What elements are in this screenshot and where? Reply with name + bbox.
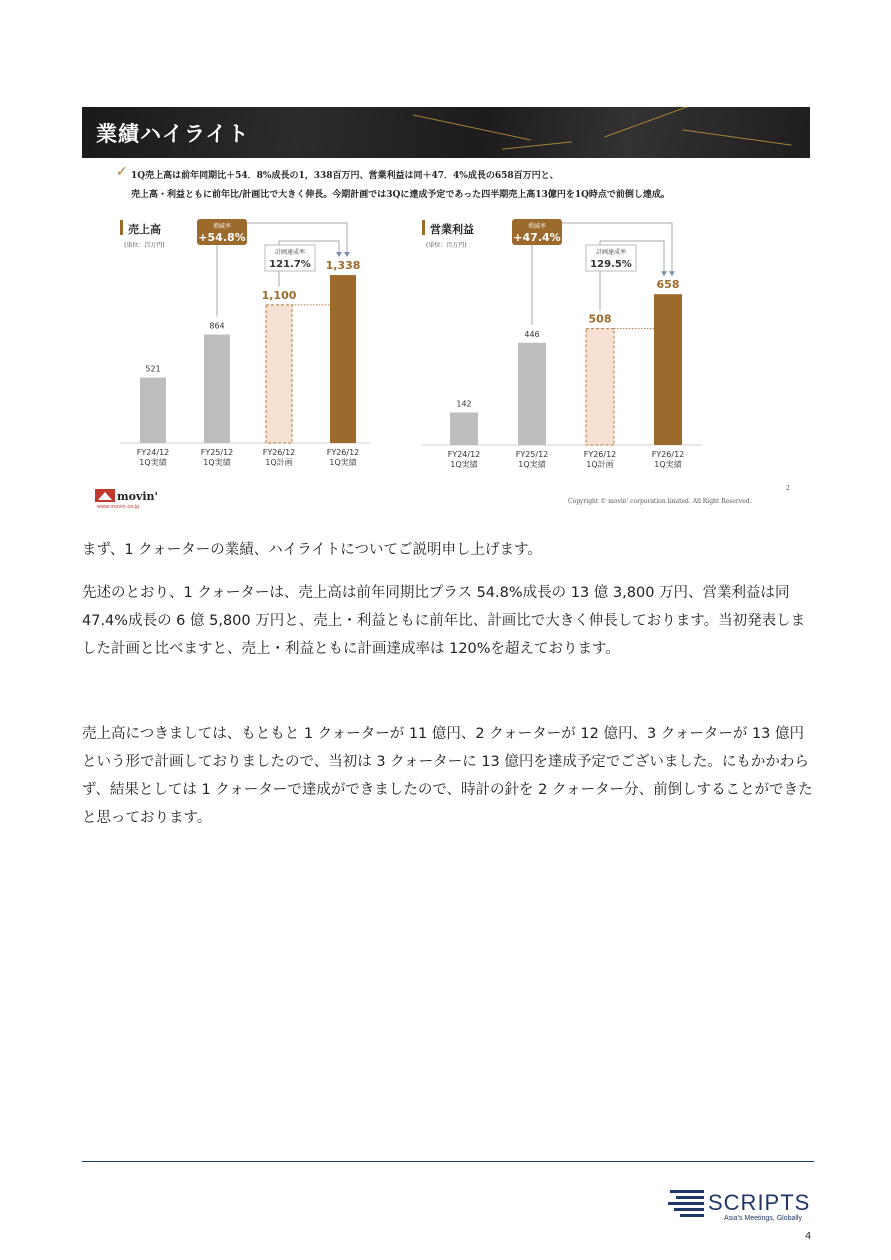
check-icon: ✓ bbox=[116, 164, 128, 180]
category-label: FY26/12 bbox=[583, 450, 617, 459]
bar-2 bbox=[518, 343, 546, 445]
category-label: 1Q実績 bbox=[203, 458, 231, 467]
chart-unit: (単位：百万円) bbox=[426, 242, 467, 249]
chart-unit: (単位：百万円) bbox=[124, 242, 165, 249]
category-label: 1Q実績 bbox=[139, 458, 167, 467]
bar-1 bbox=[450, 412, 478, 445]
arrow-icon bbox=[661, 271, 667, 276]
paragraph-3: 売上高につきましては、もともと 1 クォーターが 11 億円、2 クォーターが 12 億円、3 クォーターが 13 億円という形で計画しておりましたので、当初は 3 クォーターに 13 億円を達成予定でございました。にもかかわらず、結果としては 1 クォーターで達成ができましたので、時計の針を 2 クォーター分、前倒しすることができたと思っております。 bbox=[82, 726, 813, 826]
logo-text: movin' bbox=[117, 490, 158, 503]
bar-3 bbox=[586, 329, 614, 445]
achievement-label: 計画達成率 bbox=[274, 249, 306, 256]
highlight-line-2: 売上高・利益ともに前年比/計画比で大きく伸長。今期計画では3Qに達成予定であった四半期売上高13億円を1Q時点で前倒し達成。 bbox=[131, 190, 670, 200]
achievement-value: 129.5% bbox=[590, 259, 632, 270]
movin-logo bbox=[95, 487, 185, 509]
slide-image bbox=[82, 107, 810, 512]
category-label: 1Q実績 bbox=[518, 460, 546, 469]
bar-value-label: 446 bbox=[524, 329, 540, 339]
bar-value-label: 864 bbox=[209, 321, 225, 331]
bar-value-label: 521 bbox=[145, 364, 161, 374]
achievement-value: 121.7% bbox=[269, 259, 311, 270]
scripts-stripes-icon bbox=[668, 1190, 704, 1217]
growth-badge-label: 増減率 bbox=[212, 223, 232, 230]
growth-badge-value: +47.4% bbox=[513, 231, 561, 244]
paragraph-1: まず、1 クォーターの業績、ハイライトについてご説明申し上げます。 bbox=[82, 542, 542, 558]
bar-1 bbox=[140, 378, 166, 443]
achievement-label: 計画達成率 bbox=[595, 249, 627, 256]
slide-banner bbox=[82, 107, 810, 158]
arrow-icon bbox=[669, 271, 675, 276]
operating-profit-chart-svg bbox=[422, 215, 712, 477]
bar-value-label: 508 bbox=[588, 312, 612, 326]
operating-profit-chart bbox=[422, 215, 712, 477]
category-label: FY25/12 bbox=[200, 448, 234, 457]
arrow-icon bbox=[336, 252, 342, 257]
slide-title: 業績ハイライト bbox=[96, 121, 250, 146]
category-label: 1Q実績 bbox=[450, 460, 478, 469]
logo-url: www.movin.co.jp bbox=[97, 504, 140, 509]
category-label: FY25/12 bbox=[515, 450, 549, 459]
category-label: 1Q計画 bbox=[586, 460, 614, 469]
paragraph-2: 先述のとおり、1 クォーターは、売上高は前年同期比プラス 54.8%成長の 13 億 3,800 万円、営業利益は同 47.4%成長の 6 億 5,800 万円と、売上・利益ともに前年比、計画比で大きく伸長しております。当初発表しました計画と比べますと、売上・利益ともに計画達成率は 120%を超えております。 bbox=[82, 585, 806, 657]
scripts-logo bbox=[668, 1186, 814, 1226]
category-label: 1Q実績 bbox=[654, 460, 682, 469]
bar-4 bbox=[654, 294, 682, 445]
category-label: FY26/12 bbox=[262, 448, 296, 457]
footer-rule bbox=[82, 1161, 814, 1162]
category-label: FY26/12 bbox=[326, 448, 360, 457]
growth-badge-label: 増減率 bbox=[527, 223, 547, 230]
chart-title: 売上高 bbox=[128, 223, 161, 236]
slide-copyright: Copyright © movin' corporation limited. All Right Reserved. bbox=[568, 498, 752, 505]
slide-page-number: 2 bbox=[786, 485, 790, 492]
scripts-tagline: Asia's Meetings, Globally bbox=[724, 1215, 802, 1222]
arrow-icon bbox=[344, 252, 350, 257]
bar-4 bbox=[330, 275, 356, 443]
highlight-line-1: 1Q売上高は前年同期比＋54．8%成長の1，338百万円、営業利益は同＋47．4%成長の658百万円と、 bbox=[131, 171, 559, 181]
growth-badge-value: +54.8% bbox=[198, 231, 246, 244]
scripts-brand: SCRIPTS bbox=[708, 1190, 811, 1215]
bar-2 bbox=[204, 335, 230, 443]
bar-3 bbox=[266, 305, 292, 443]
page-number: 4 bbox=[805, 1231, 812, 1242]
category-label: FY24/12 bbox=[447, 450, 481, 459]
sales-chart-svg bbox=[120, 215, 380, 477]
bar-value-label: 142 bbox=[456, 399, 472, 409]
bar-value-label: 658 bbox=[656, 278, 680, 292]
bar-value-label: 1,338 bbox=[325, 259, 361, 273]
category-label: 1Q実績 bbox=[329, 458, 357, 467]
sales-chart bbox=[120, 215, 380, 477]
category-label: 1Q計画 bbox=[265, 458, 293, 467]
category-label: FY24/12 bbox=[136, 448, 170, 457]
bar-value-label: 1,100 bbox=[261, 288, 297, 302]
chart-title: 営業利益 bbox=[430, 223, 474, 236]
category-label: FY26/12 bbox=[651, 450, 685, 459]
